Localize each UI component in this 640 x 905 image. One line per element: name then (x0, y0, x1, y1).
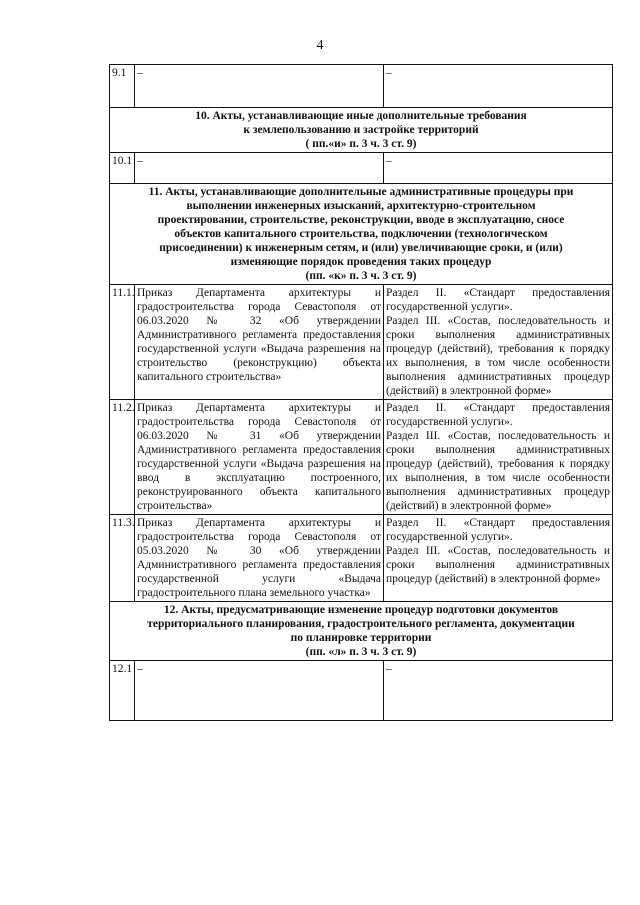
section-title-line: территориального планирования, градостроительного регламента, документации (147, 618, 575, 630)
table-row-9-1 (110, 65, 613, 108)
act-cell: Приказ Департамента архитектуры и градостроительства города Севастополя от 05.03.2020 № 30 «Об утверждении Административного регламента предоставления государственной услуги «Выдача градостроительного плана земельного участка» (135, 515, 384, 602)
act-cell: Приказ Департамента архитектуры и градостроительства города Севастополя от 06.03.2020 № 31 «Об утверждении Административного регламента предоставления государственной услуги «Выдача разрешения на ввод в эксплуатацию построенного, реконструированного объекта капитального строительства» (135, 400, 384, 515)
section-title-11 (110, 184, 613, 285)
section-title-line: изменяющие порядок проведения таких процедур (230, 256, 492, 268)
section-title-12 (110, 602, 613, 661)
section-cell (384, 515, 613, 602)
regulation-table (109, 64, 613, 721)
row-number: 11.2. (110, 400, 135, 515)
act-cell: – (135, 65, 384, 108)
section-ii-ref: Раздел II. «Стандарт предоставления государственной услуги». (386, 402, 610, 428)
section-iii-ref: Раздел III. «Состав, последовательность и сроки выполнения административных процедур (действий), требования к порядку их выполнения, в том числе особенности выполнения административных процедур (действий) в электронной форме» (386, 315, 610, 397)
section-iii-ref: Раздел III. «Состав, последовательность и сроки выполнения административных процедур (действий), требования к порядку их выполнения, в том числе особенности выполнения административных процедур (действий) в электронной форме» (386, 430, 610, 512)
section-title-10 (110, 108, 613, 153)
section-title-line: к землепользованию и застройке территорий (243, 124, 479, 136)
section-title-line: 12. Акты, предусматривающие изменение процедур подготовки документов (163, 604, 559, 616)
table-row-12-1 (110, 661, 613, 721)
section-basis: ( пп.«и» п. 3 ч. 3 ст. 9) (305, 138, 417, 150)
row-number: 10.1 (110, 153, 135, 184)
section-title-line: присоединении) к инженерным сетям, и (или) увеличивающие сроки, и (или) (159, 242, 563, 254)
section-cell: – (384, 65, 613, 108)
section-basis: (пп. «л» п. 3 ч. 3 ст. 9) (305, 646, 417, 658)
section-cell (384, 285, 613, 400)
act-cell: – (135, 153, 384, 184)
row-number: 12.1 (110, 661, 135, 721)
section-cell (384, 400, 613, 515)
table-row-11-1 (110, 285, 613, 400)
act-cell: – (135, 661, 384, 721)
section-ii-ref: Раздел II. «Стандарт предоставления государственной услуги». (386, 287, 610, 313)
section-title-line: 10. Акты, устанавливающие иные дополнительные требования (195, 110, 527, 122)
row-number: 9.1 (110, 65, 135, 108)
section-title-line: по планировке территории (290, 632, 432, 644)
row-number: 11.1. (110, 285, 135, 400)
section-cell: – (384, 153, 613, 184)
section-basis: (пп. «к» п. 3 ч. 3 ст. 9) (305, 270, 417, 282)
act-cell: Приказ Департамента архитектуры и градостроительства города Севастополя от 06.03.2020 № 32 «Об утверждении Административного регламента предоставления государственной услуги «Выдача разрешения на строительство (реконструкцию) объекта капитального строительства» (135, 285, 384, 400)
section-iii-ref: Раздел III. «Состав, последовательность и сроки выполнения административных процедур (действий) в электронной форме» (386, 545, 610, 585)
page-number: 4 (316, 38, 324, 53)
table-row-11-3 (110, 515, 613, 602)
section-header-12 (110, 602, 613, 661)
section-header-10 (110, 108, 613, 153)
section-ii-ref: Раздел II. «Стандарт предоставления государственной услуги». (386, 517, 610, 543)
section-header-11 (110, 184, 613, 285)
table-row-10-1 (110, 153, 613, 184)
row-number: 11.3. (110, 515, 135, 602)
section-title-line: 11. Акты, устанавливающие дополнительные административные процедуры при (148, 186, 574, 198)
section-title-line: выполнении инженерных изысканий, архитектурно-строительном (186, 200, 536, 212)
table-row-11-2 (110, 400, 613, 515)
section-title-line: объектов капитального строительства, подключении (технологическом (174, 228, 548, 240)
section-title-line: проектировании, строительстве, реконструкции, вводе в эксплуатацию, сносе (157, 214, 565, 226)
section-cell: – (384, 661, 613, 721)
